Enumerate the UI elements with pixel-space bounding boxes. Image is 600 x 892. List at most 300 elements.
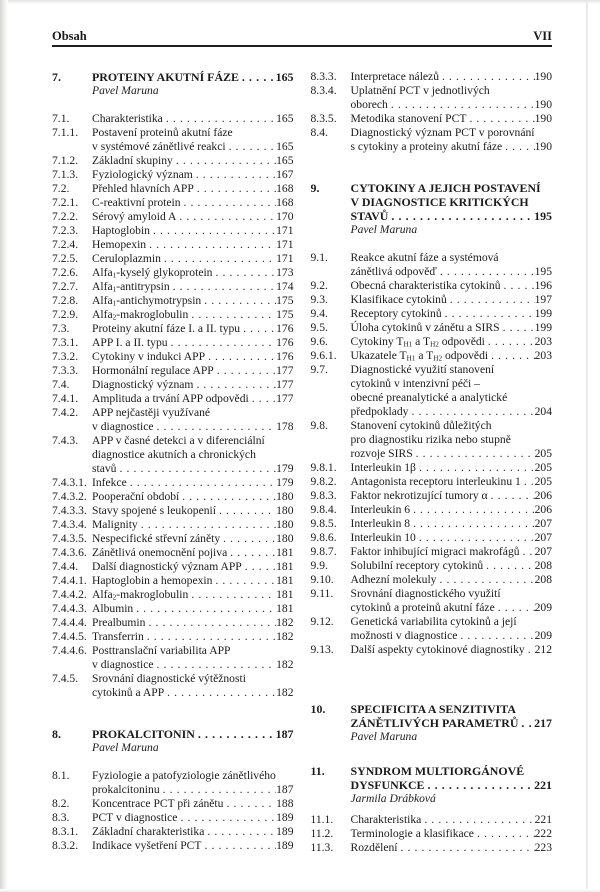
toc-column-left (52, 70, 294, 855)
dot-leader (528, 643, 535, 657)
section-number: 7.4.3.6. (52, 546, 87, 559)
dot-leader (119, 462, 276, 476)
entry-body (92, 727, 294, 741)
entry-title: Cytokiny v indukci APP (92, 350, 206, 363)
entry-title: Další diagnostický význam APP (92, 560, 242, 573)
page-number: 190 (534, 112, 552, 125)
section-number: 9. (310, 181, 320, 195)
entry-body (92, 336, 294, 350)
entry-line (92, 630, 294, 644)
entry-line (92, 196, 294, 210)
entry-line (92, 70, 294, 84)
entry-line (351, 764, 553, 778)
entry-body (351, 573, 553, 587)
dot-leader (428, 778, 535, 792)
section-number: 11.3. (310, 841, 334, 854)
entry-body (351, 363, 553, 419)
entry-body (92, 112, 294, 126)
entry-title: s cytokiny a proteiny akutní fáze (350, 140, 503, 153)
entry-line (351, 307, 553, 321)
entry-title: Charakteristika (350, 813, 422, 826)
entry-line (92, 378, 294, 392)
dot-leader (215, 574, 276, 588)
entry-body (92, 672, 294, 700)
entry-line (92, 741, 294, 755)
entry-title: Pooperační období (92, 490, 180, 503)
page-number: 171 (276, 224, 294, 237)
entry-body (351, 813, 553, 827)
page-number: 175 (276, 294, 294, 307)
entry-title: Interleukin 6 (350, 503, 411, 516)
entry-line (92, 210, 294, 224)
page-number: 195 (534, 265, 552, 278)
section-number: 7.2.4. (52, 238, 79, 251)
toc-entry (52, 602, 294, 616)
toc-entry (52, 182, 294, 196)
page-number: 176 (276, 350, 294, 363)
page-number: 207 (534, 517, 552, 530)
entry-title: Srovnání diagnostické výtěžnosti (92, 672, 246, 685)
page-number: 199 (534, 321, 552, 334)
entry-line (92, 126, 294, 140)
section-number: 7.1. (52, 112, 70, 125)
entry-title: Rozdělení (350, 841, 398, 854)
entry-title: Zánětlivá onemocnění pojiva (92, 546, 228, 559)
entry-line (92, 783, 294, 797)
entry-body (92, 196, 294, 210)
toc-author-entry (52, 741, 294, 755)
page-number: 205 (534, 447, 552, 460)
toc-chapter-entry (52, 727, 294, 741)
entry-body (351, 70, 553, 84)
section-number (52, 741, 92, 755)
section-number: 7.4.2. (52, 406, 79, 419)
entry-line (92, 560, 294, 574)
page-number: 196 (534, 279, 552, 292)
entry-line (351, 778, 553, 792)
toc-entry (52, 574, 294, 588)
entry-line (92, 420, 294, 434)
section-number: 11.1. (310, 813, 334, 826)
section-number: 8.3.1. (52, 825, 79, 838)
entry-body (92, 741, 294, 755)
page-number: 217 (534, 716, 552, 730)
entry-body (92, 252, 294, 266)
dot-leader (223, 532, 276, 546)
entry-line (92, 322, 294, 336)
page-number: 222 (534, 827, 552, 840)
dot-leader (130, 476, 276, 490)
entry-title: cytokinů a APP (92, 686, 165, 699)
page-number: 165 (276, 154, 294, 167)
entry-title: Stavy spojené s leukopenií (92, 504, 216, 517)
entry-line (351, 223, 553, 237)
toc-entry (52, 364, 294, 378)
entry-title: APP v časné detekci a v diferenciální (92, 434, 265, 447)
page-number: 209 (534, 601, 552, 614)
running-header (52, 29, 552, 43)
entry-body (92, 126, 294, 154)
dot-leader (460, 629, 534, 643)
dot-leader (191, 308, 276, 322)
dot-leader (450, 293, 535, 307)
author-name: Pavel Maruna (92, 84, 159, 97)
entry-body (351, 792, 553, 806)
dot-leader (215, 266, 276, 280)
entry-title: cytokinů v intenzivní péči – (350, 377, 480, 390)
toc-entry (311, 251, 553, 279)
toc-entry (52, 224, 294, 238)
section-number: 7.2.7. (52, 280, 79, 293)
section-number: 9.3. (310, 293, 328, 306)
entry-line (92, 686, 294, 700)
page-number: 208 (534, 573, 552, 586)
entry-title: Charakteristika (92, 112, 163, 125)
entry-body (351, 827, 553, 841)
dot-leader (419, 461, 535, 475)
toc-entry (52, 839, 294, 853)
author-name: Jarmila Drábková (350, 792, 436, 805)
page-number: 181 (276, 602, 294, 615)
entry-title: Diagnostický význam PCT v porovnání (350, 126, 535, 139)
entry-line (92, 238, 294, 252)
section-number: 7.4.3. (52, 434, 79, 447)
entry-title: STAVŮ (350, 209, 389, 223)
toc-columns (52, 70, 552, 855)
entry-line (351, 112, 553, 126)
page-number: 205 (534, 475, 552, 488)
entry-body (92, 588, 294, 602)
dot-leader (182, 490, 276, 504)
toc-entry (311, 335, 553, 349)
page-number: 190 (534, 140, 552, 153)
entry-title: Transferrin (92, 630, 144, 643)
page-number: 189 (276, 825, 294, 838)
page-number: 175 (276, 308, 294, 321)
running-header-title: Obsah (52, 29, 87, 43)
toc-entry (52, 392, 294, 406)
entry-body (351, 461, 553, 475)
spacer (311, 154, 553, 181)
toc-entry (311, 841, 553, 855)
dot-leader (167, 686, 276, 700)
page-number: 176 (276, 322, 294, 335)
dot-leader (413, 503, 535, 517)
toc-entry (52, 126, 294, 154)
toc-chapter-entry (52, 70, 294, 84)
toc-chapter-entry (311, 702, 553, 730)
entry-title: Ukazatele $T_{H1}$ a $T_{H2}$ odpovědi (350, 349, 489, 363)
author-name: Pavel Maruna (350, 730, 418, 743)
section-number: 9.8.5. (310, 517, 337, 530)
dot-leader (196, 378, 276, 392)
page-number: 203 (534, 335, 552, 348)
section-number: 7.1.3. (52, 168, 79, 181)
section-number: 9.2. (310, 279, 328, 292)
page-number: 179 (276, 462, 294, 475)
entry-body (351, 307, 553, 321)
entry-line (351, 321, 553, 335)
entry-title: SPECIFICITA A SENZITIVITA (350, 702, 516, 716)
entry-title: Přehled hlavních APP (92, 182, 194, 195)
toc-entry (311, 559, 553, 573)
entry-title: v diagnostice (92, 658, 154, 671)
entry-body (92, 168, 294, 182)
page-number: 167 (276, 168, 294, 181)
toc-entry (52, 490, 294, 504)
entry-line (351, 517, 553, 531)
page-number: 182 (276, 686, 294, 699)
section-number: 7.2.9. (52, 308, 79, 321)
entry-line (351, 702, 553, 716)
entry-line (92, 727, 294, 741)
entry-line (92, 546, 294, 560)
entry-body (351, 475, 553, 489)
dot-leader (147, 630, 276, 644)
entry-title: Cytokiny $T_{H1}$ a $T_{H2}$ odpovědi (350, 335, 485, 349)
entry-title: předpoklady (350, 405, 409, 418)
entry-line (92, 839, 294, 853)
entry-title: Terminologie a klasifikace (350, 827, 474, 840)
toc-entry (52, 168, 294, 182)
section-number: 7.4.4.4. (52, 616, 87, 629)
toc-column-right (311, 70, 553, 855)
page-number: 189 (276, 811, 294, 824)
dot-leader (166, 112, 276, 126)
entry-title: Infekce (92, 476, 127, 489)
entry-body (351, 321, 553, 335)
entry-body (92, 154, 294, 168)
dot-leader (413, 517, 535, 531)
toc-entry (311, 461, 553, 475)
page-number: 206 (534, 489, 552, 502)
dot-leader (245, 560, 276, 574)
toc-entry (52, 308, 294, 322)
section-number: 7.3.3. (52, 364, 79, 377)
entry-title: V DIAGNOSTICE KRITICKÝCH (350, 195, 529, 209)
dot-leader (504, 279, 535, 293)
section-number (52, 84, 92, 98)
entry-title: Adhezní molekuly (350, 573, 437, 586)
entry-title: ZÁNĚTLIVÝCH PARAMETRŮ (350, 716, 519, 730)
entry-line (351, 730, 553, 744)
section-number: 7.4.3.3. (52, 504, 87, 517)
page-number: 199 (534, 307, 552, 320)
entry-title: Malignity (92, 518, 138, 531)
entry-line (351, 629, 553, 643)
section-number: 9.1. (310, 251, 328, 264)
entry-body (92, 392, 294, 406)
dot-leader (136, 602, 276, 616)
page-number: 181 (276, 546, 294, 559)
toc-entry (52, 797, 294, 811)
header-rule (52, 45, 552, 47)
entry-title: Ceruloplazmin (92, 252, 161, 265)
page-number: 173 (276, 266, 294, 279)
entry-title: APP I. a II. typu (92, 336, 168, 349)
page-number: 221 (534, 778, 552, 792)
page-number: 180 (276, 518, 294, 531)
toc-entry (52, 406, 294, 434)
toc-entry (52, 616, 294, 630)
toc-entry (311, 321, 553, 335)
toc-entry (52, 532, 294, 546)
entry-line (351, 251, 553, 265)
entry-title: prokalcitoninu (92, 783, 160, 796)
dot-leader (157, 420, 277, 434)
entry-line (92, 266, 294, 280)
page-number: 177 (276, 378, 294, 391)
toc-entry (311, 503, 553, 517)
entry-line (92, 224, 294, 238)
entry-title: Klasifikace cytokinů (350, 293, 447, 306)
entry-title: Reakce akutní fáze a systémová (350, 251, 499, 264)
entry-title: Hormonální regulace APP (92, 364, 214, 377)
entry-body (351, 293, 553, 307)
dot-leader (163, 783, 276, 797)
entry-title: Indikace vyšetření PCT (92, 839, 202, 852)
dot-leader (204, 839, 276, 853)
entry-line (351, 70, 553, 84)
entry-line (351, 545, 553, 559)
page-number: 188 (276, 797, 294, 810)
entry-body (92, 266, 294, 280)
entry-title: v diagnostice (92, 420, 154, 433)
entry-line (92, 574, 294, 588)
entry-line (92, 616, 294, 630)
entry-title: C-reaktivní protein (92, 196, 181, 209)
page-number: 182 (276, 658, 294, 671)
entry-body (351, 251, 553, 279)
entry-line (92, 825, 294, 839)
entry-line (351, 335, 553, 349)
entry-title: Hemopexin (92, 238, 147, 251)
entry-line (351, 587, 553, 601)
entry-title: Amplituda a trvání APP odpovědi (92, 392, 249, 405)
page-number: 221 (534, 813, 552, 826)
page-number: 178 (276, 420, 294, 433)
entry-body (92, 825, 294, 839)
entry-body (92, 378, 294, 392)
entry-title: oborech (350, 98, 388, 111)
toc-chapter-entry (311, 181, 553, 223)
page-number: 190 (534, 98, 552, 111)
section-number: 7.4.4.1. (52, 574, 87, 587)
section-number: 9.8.2. (310, 475, 337, 488)
entry-title: Proteiny akutní fáze I. a II. typu (92, 322, 241, 335)
entry-line (92, 280, 294, 294)
scan-edge-left (0, 0, 8, 892)
dot-leader (498, 601, 535, 615)
dot-leader (521, 716, 534, 730)
page-number: 209 (534, 629, 552, 642)
toc-entry (311, 363, 553, 419)
entry-line (351, 363, 553, 377)
entry-title: Receptory cytokinů (350, 307, 442, 320)
section-number: 9.8.4. (310, 503, 337, 516)
entry-body (92, 210, 294, 224)
section-number: 9.12. (310, 615, 334, 628)
entry-body (351, 559, 553, 573)
entry-body (92, 238, 294, 252)
entry-body (92, 490, 294, 504)
entry-line (351, 841, 553, 855)
section-number: 8.1. (52, 769, 70, 782)
entry-body (92, 532, 294, 546)
entry-title: Interleukin 1β (350, 461, 416, 474)
entry-title: CYTOKINY A JEJICH POSTAVENÍ (350, 181, 541, 195)
entry-title: Fyziologie a patofyziologie zánětlivého (92, 769, 276, 782)
entry-title: PROKALCITONIN (92, 727, 195, 741)
running-header-page-number: VII (533, 29, 552, 43)
page-number: 176 (276, 336, 294, 349)
page-number: 180 (276, 490, 294, 503)
entry-title: Diagnostické využití stanovení (350, 363, 495, 376)
entry-line (351, 126, 553, 140)
entry-title: APP nejčastěji využívané (92, 406, 211, 419)
section-number: 7.3.2. (52, 350, 79, 363)
entry-body (351, 349, 553, 363)
entry-line (351, 209, 553, 223)
dot-leader (226, 797, 276, 811)
page-number: 179 (276, 476, 294, 489)
section-number: 9.9. (310, 559, 328, 572)
page-number: 181 (276, 574, 294, 587)
section-number: 7.2.8. (52, 294, 79, 307)
entry-line (351, 601, 553, 615)
entry-body (92, 308, 294, 322)
entry-line (351, 461, 553, 475)
entry-body (92, 574, 294, 588)
entry-title: Diagnostický význam (92, 378, 194, 391)
page-number: 165 (276, 140, 294, 153)
dot-leader (217, 364, 276, 378)
entry-line (92, 294, 294, 308)
entry-body (92, 560, 294, 574)
toc-entry (52, 769, 294, 797)
section-number (311, 730, 351, 744)
entry-title: Solubilní receptory cytokinů (350, 559, 484, 572)
section-number: 9.8.3. (310, 489, 337, 502)
toc-author-entry (52, 84, 294, 98)
section-number: 7.1.1. (52, 126, 79, 139)
page-number: 207 (534, 545, 552, 558)
entry-body (92, 182, 294, 196)
section-number: 9.8.7. (310, 545, 337, 558)
section-number: 11. (310, 764, 325, 778)
section-number: 11.2. (310, 827, 334, 840)
toc-entry (52, 630, 294, 644)
entry-title: v systémové zánětlivé reakci (92, 140, 226, 153)
dot-leader (148, 616, 276, 630)
entry-line (92, 350, 294, 364)
entry-title: PROTEINY AKUTNÍ FÁZE (92, 70, 239, 84)
entry-line (92, 308, 294, 322)
page-number: 177 (276, 364, 294, 377)
toc-entry (311, 70, 553, 84)
entry-body (351, 419, 553, 461)
entry-title: Alfa$_1$-antichymotrypsin (92, 294, 202, 308)
page-number: 180 (276, 532, 294, 545)
entry-line (92, 112, 294, 126)
dot-leader (243, 322, 276, 336)
section-number: 8.3.5. (310, 112, 337, 125)
toc-entry (311, 307, 553, 321)
entry-body (92, 797, 294, 811)
entry-body (92, 504, 294, 518)
entry-title: Faktor nekrotizující tumory α (350, 489, 488, 502)
entry-body (351, 702, 553, 730)
